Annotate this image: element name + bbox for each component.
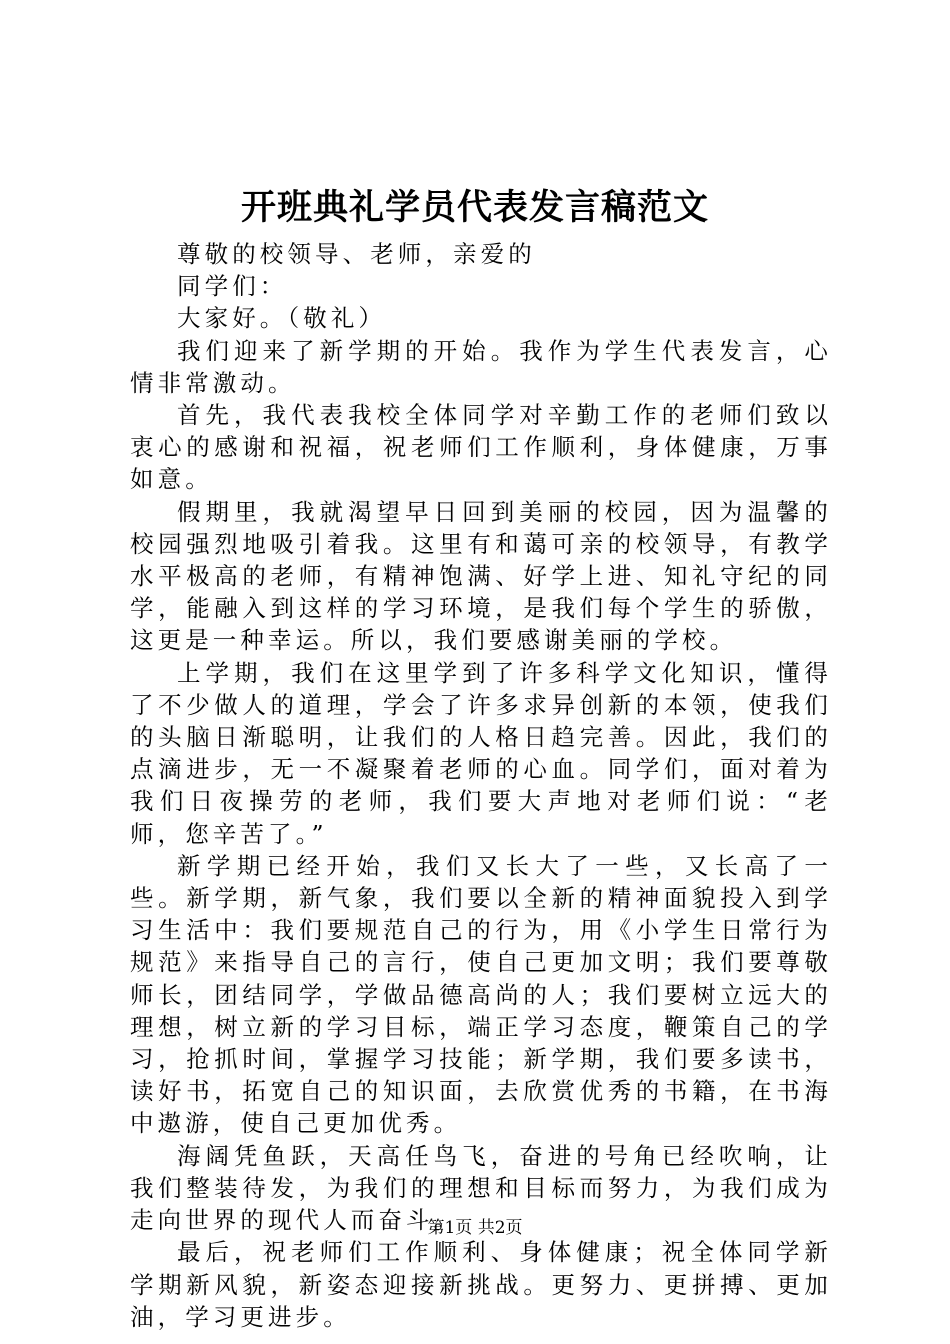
body-paragraph: 海阔凭鱼跃，天高任鸟飞，奋进的号角已经吹响，让我们整装待发，为我们的理想和目标而努力，为我们成为走向世界的现代人而奋斗。 — [130, 1141, 832, 1235]
body-paragraph: 我们迎来了新学期的开始。我作为学生代表发言，心情非常激动。 — [130, 336, 832, 397]
document-body — [130, 238, 832, 1333]
body-paragraph: 上学期，我们在这里学到了许多科学文化知识，懂得了不少做人的道理，学会了许多求异创新的本领，使我们的头脑日渐聪明，让我们的人格日趋完善。因此，我们的点滴进步，无一不凝聚着老师的心血。同学们，面对着为我们日夜操劳的老师，我们要大声地对老师们说：“老师，您辛苦了。” — [130, 658, 832, 848]
document-title: 开班典礼学员代表发言稿范文 — [240, 187, 709, 228]
closing-paragraph: 最后，祝老师们工作顺利、身体健康；祝全体同学新学期新风貌，新姿态迎接新挑战。更努力、更拼搏、更加油，学习更进步。 — [130, 1238, 832, 1331]
body-paragraph: 新学期已经开始，我们又长大了一些，又长高了一些。新学期，新气象，我们要以全新的精神面貌投入到学习生活中：我们要规范自己的行为，用《小学生日常行为规范》来指导自己的言行，使自己更加文明；我们要尊敬师长，团结同学，学做品德高尚的人；我们要树立远大的理想，树立新的学习目标，端正学习态度，鞭策自己的学习，抢抓时间，掌握学习技能；新学期，我们要多读书，读好书，拓宽自己的知识面，去欣赏优秀的书籍，在书海中遨游，使自己更加优秀。 — [130, 851, 832, 1138]
salutation-line-1: 尊敬的校领导、老师，亲爱的 — [177, 240, 536, 268]
page-number-footer: 第1页 共2页 — [427, 1218, 523, 1238]
greeting-line: 大家好。（敬礼） — [177, 304, 387, 333]
body-paragraph: 首先，我代表我校全体同学对辛勤工作的老师们致以衷心的感谢和祝福，祝老师们工作顺利，身体健康，万事如意。 — [130, 401, 832, 494]
salutation-line-2: 同学们： — [177, 272, 288, 301]
body-paragraph: 假期里，我就渴望早日回到美丽的校园，因为温馨的校园强烈地吸引着我。这里有和蔼可亲的校领导，有教学水平极高的老师，有精神饱满、好学上进、知礼守纪的同学，能融入到这样的学习环境，是我们每个学生的骄傲，这更是一种幸运。所以，我们要感谢美丽的学校。 — [130, 497, 832, 655]
